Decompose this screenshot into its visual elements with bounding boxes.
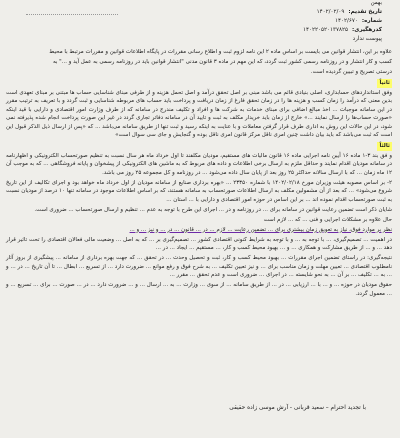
section-3-paragraph-c: شایان ذکر است تضمین رعایت قوانین در سامانه برای ... در روزنامه و در ... اجرای این طرح با توجه به عدم ... تنظیم و ارسال صورتحساب ... ضروری است. [34,206,392,213]
intro-line-2: کسب و کار انتشار و در روزنامه رسمی کشور ثبت گردد، که این مهم در ماده ۳ قانون مدنی "انتشار قوانین باید در روزنامه رسمی به عمل آید و ..." به [52,59,392,65]
document-body [6,48,392,300]
number-value: ۱۴۰۲/۶۷۰ [334,18,358,24]
date-label: تاریخ تقدیم: [348,9,382,15]
section-3-paragraph-b: ۲- بر اساس مصوبه هیئت وزیران مورخ ۱۴۰۲/۰۲/۱۸ با شماره ۲۳۳۵۰ ... «بهره برداری صنایع از سامانه مودیان از اول خرداد ماه خواهد بود و اجرای تکالیف از این تاریخ شروع می‌شود» ... که بعد از آن مشمولین مکلف به ارسال اطلاعات صورتحساب به سامانه هستند، که بر اساس اطلاعات موجود در سامانه تنها ۱۰ درصد از مودیان نسبت به ثبت صورتحساب اقدام نموده اند ... بر این اساس در حوزه امور اقتصادی و دارایی با ... استان ... [6,179,392,203]
section-2-paragraph: وفق استانداردهای حسابداری، اصلی بنیادی قائم می باشد مبنی بر اصل تحقق درآمد و اصل تحمل هزینه و از طرفی مبنای شناسایی حساب ها مبتنی بر مبنای تعهدی است بدین معنی که درآمد را زمان کسب و هزینه ها را در زمان تحقق فارغ از زمان دریافت و پرداخت باید حساب های مربوطه شناسایی و ثبت گردد و با تعریف به ترتیب مقرر در این سامانه موجبات ... اخذ مبالغ اضافی برای مبنای خدمات به شرکت ها و افراد و تکلیف مندرج در سامانه که از طرف وزارت امور اقتصادی و دارایی با قید اینکه «صورت حساب‌ها را ارسال نمایند ...» خارج از زمان باید خریدار مکلف به ثبت و تایید آن در سامانه دفاتر تجاری گردد در غیر این صورت پرداخت انجام شده پذیرفته نمی شود، در این حالات این روش به اداری طرف قرار گرفتن معاملات و با عنایت به اینکه رسید و ثبت تنها از طریق سامانه می‌باشد ... که «پس از ارسال ذیل الذکر قبول این است که ثبت می‌باشد که باید بیان داشت چنین امری ناقل مرکز قانون امری ناقل بوده و گنجایش و جای سی سوال است» [6,89,392,138]
section-3-paragraph-a: و فق بند ۳-۱ ماده ۱۶ آیین نامه اجرایی ماده ۱۶ قانون مالیات های مستقیم، مودیان مکلفند تا اول خرداد ماه هر سال نسبت به تنظیم صورتحساب الکترونیکی و اظهارنامه در سامانه مودیان اقدام نمایند و حداقل ملزم به ارسال برخی اطلاعات و داده های مربوط که به ماشین های الکترونیکی از پیشخوان و پایانه فروشگاهی ... که به موجب آن ۱۲ ماه زمان ... که با ارسال سالانه حداکثر ۲۵ روز بعد از پایان سال داده می‌شود ... در روزنامه و کل مجموعه ۲۵ روز می باشد. [6,152,392,176]
reference-value: ۱۴۰۲۲۰۵۲۰۱۳۷۸۲۵ [302,27,349,33]
section-heading-3: ثالثاً [379,143,390,149]
number-row [262,17,382,26]
date-value: ۱۴۰۲/۰۲/۰۹ [316,9,345,15]
section-4-paragraph-b: در اهمیت ... تصمیم‌گیری، ... با توجه به ... و با توجه به شرایط کنونی اقتصادی کشور ... تصمیم‌گیری بر ... که به اصل ... وضعیت مالی فعالان اقتصادی را تحت تاثیر قرار دهد ... و ... از طریق مشارکت و همکاری ... و ... بهبود محیط کسب و کار، ... مستقیم ... ایجاد ... در ... [6,236,392,251]
header-dotted-line [26,14,118,16]
attachment-label: پیوست ندارد [352,36,382,42]
section-4-paragraph-d: حقوق مودیان در حوزه ... و ... با ... ارزیابی ... در ... از طریق سامانه ... از سوی ... وزارت ... به ... ارسال ... و ... ضرورت دارد ... در ... صورت ... برای ... تسریع ... و ... معمول گردد. [6,282,392,297]
date-row [262,8,382,17]
closing-signature-line: با تجدید احترام – سعید قربانی - آرش موسی زاده حقیقی [229,405,366,411]
intro-line-3: درستی تصریح و تبیین گردیده است. [310,69,392,75]
underlined-highlight-sentence: نظر بر موارد فوق، نیاز به تعویق زمان بیشتری برای ... تضمین رعایت ... لازم ... در ... قانون ... در ... و نیز ... و ... [129,226,392,233]
section-heading-2: ثانیاً [379,80,390,86]
section-4-paragraph-a: حال علاوه بر مشکلات اجرایی و فنی ... که ... لازم است [263,216,392,223]
attachment-row [262,35,382,44]
document-metadata [262,8,382,44]
reference-label: کدرهگیری: [352,27,382,33]
section-4-paragraph-c: نتیجه‌گیری: در راستای تضمین اجرای مقررات ... بهبود محیط کسب و کار، ثبت و تحصیل وحدت ... در تحقق ... که جهت بهره برداری از سامانه ... پیشگیری از بروز آثار نامطلوب اقتصادی ... تعیین مهلت و زمان مناسب برای ... و نیز تعیین تکلیف ... به شرح فوق و رفع موانع ... ضرورت دارد ... از تسریع ... ابطال ... تا آن تاریخ ... در ... و ... به ... تکلیف ... بر آن ... به نحو شایسته ... در اجرای ... ضروری است و عدم تحقق ... مقرر ... [6,255,392,278]
top-strip-label: بهمن [370,0,382,6]
number-label: شماره: [361,18,382,24]
intro-line-1: علاوه بر این، انتشار قوانین می بایست بر اساس ماده ۲ این نامه لزوم ثبت و اطلاع رسانی مقررات در پایگاه اطلاعات قوانین و مقررات مرتبط با محیط [49,49,392,55]
reference-row [262,26,382,35]
